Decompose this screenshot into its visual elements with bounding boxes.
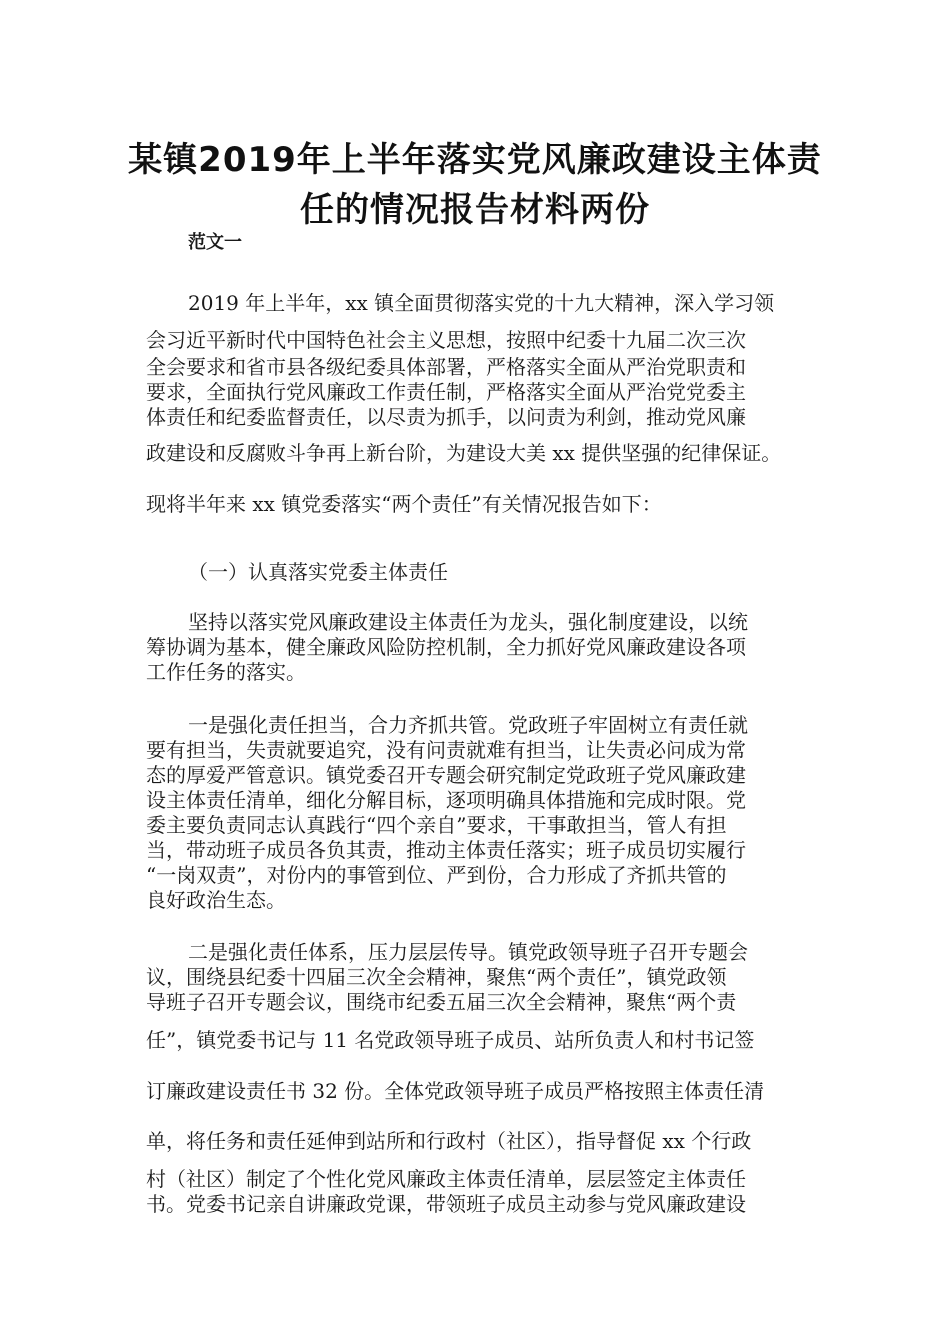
- body-line: 2019 年上半年，xx 镇全面贯彻落实党的十九大精神，深入学习领: [188, 291, 775, 315]
- body-line: 订廉政建设责任书 32 份。全体党政领导班子成员严格按照主体责任清: [146, 1079, 765, 1103]
- body-line: 二是强化责任体系，压力层层传导。镇党政领导班子召开专题会: [188, 940, 748, 964]
- body-line: 要有担当，失责就要追究，没有问责就难有担当，让失责必问成为常: [146, 738, 746, 762]
- body-line: 要求，全面执行党风廉政工作责任制，严格落实全面从严治党党委主: [146, 380, 746, 404]
- body-line: 设主体责任清单，细化分解目标，逐项明确具体措施和完成时限。党: [146, 788, 746, 812]
- body-line: 一是强化责任担当，合力齐抓共管。党政班子牢固树立有责任就: [188, 713, 748, 737]
- document-subtitle: 范文一: [188, 232, 242, 253]
- body-line: 坚持以落实党风廉政建设主体责任为龙头，强化制度建设，以统: [188, 610, 748, 634]
- body-line: 全会要求和省市县各级纪委具体部署，严格落实全面从严治党职责和: [146, 355, 746, 379]
- body-line: 态的厚爱严管意识。镇党委召开专题会研究制定党政班子党风廉政建: [146, 763, 746, 787]
- body-line: 体责任和纪委监督责任，以尽责为抓手，以问责为利剑，推动党风廉: [146, 405, 746, 429]
- body-line: 议，围绕县纪委十四届三次全会精神，聚焦“两个责任”，镇党政领: [146, 965, 727, 989]
- body-line: 当，带动班子成员各负其责，推动主体责任落实；班子成员切实履行: [146, 838, 746, 862]
- body-line: 单，将任务和责任延伸到站所和行政村（社区），指导督促 xx 个行政: [146, 1129, 752, 1153]
- body-line: 良好政治生态。: [146, 888, 286, 912]
- body-line: 村（社区）制定了个性化党风廉政主体责任清单，层层签定主体责任: [146, 1167, 746, 1191]
- document-title-line-1: 某镇2019年上半年落实党风廉政建设主体责: [128, 140, 822, 180]
- body-line: 政建设和反腐败斗争再上新台阶，为建设大美 xx 提供坚强的纪律保证。: [146, 441, 782, 465]
- body-line: “一岗双责”，对份内的事管到位、严到份，合力形成了齐抓共管的: [146, 863, 727, 887]
- body-line: 书。党委书记亲自讲廉政党课，带领班子成员主动参与党风廉政建设: [146, 1192, 746, 1216]
- body-line: 工作任务的落实。: [146, 660, 306, 684]
- body-line: 导班子召开专题会议，围绕市纪委五届三次全会精神，聚焦“两个责: [146, 990, 737, 1014]
- document-title-line-2: 任的情况报告材料两份: [300, 190, 650, 230]
- section-heading: （一）认真落实党委主体责任: [188, 560, 448, 584]
- body-line: 委主要负责同志认真践行“四个亲自”要求，干事敢担当，管人有担: [146, 813, 727, 837]
- body-line: 任”，镇党委书记与 11 名党政领导班子成员、站所负责人和村书记签: [146, 1028, 755, 1052]
- body-line: 筹协调为基本，健全廉政风险防控机制，全力抓好党风廉政建设各项: [146, 635, 746, 659]
- body-line: 现将半年来 xx 镇党委落实“两个责任”有关情况报告如下：: [146, 492, 662, 516]
- body-line: 会习近平新时代中国特色社会主义思想，按照中纪委十九届二次三次: [146, 328, 746, 352]
